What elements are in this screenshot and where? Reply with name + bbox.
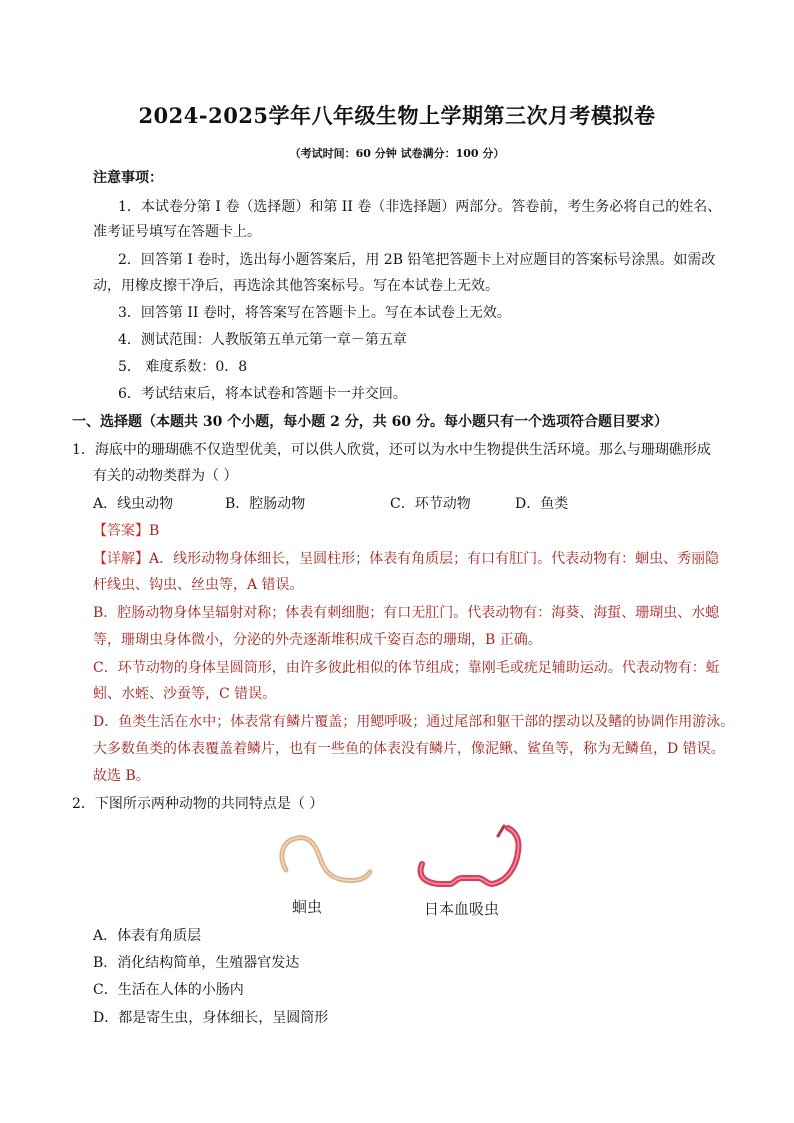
q1-option-a: A．线虫动物: [93, 496, 174, 512]
roundworm-label: 蛔虫: [292, 898, 323, 916]
detail-tag: 【详解】: [93, 551, 149, 567]
answer-value: B: [149, 523, 160, 539]
q2-stem: 2．下图所示两种动物的共同特点是（ ）: [72, 796, 324, 812]
q1-option-d: D．鱼类: [515, 496, 569, 512]
q1-detail-8: 大多数鱼类的体表覆盖着鳞片，也有一些鱼的体表没有鳞片，像泥鳅、鲨鱼等，称为无鳞鱼，D 错误。: [93, 741, 725, 757]
q2-option-c: C．生活在人体的小肠内: [93, 982, 244, 998]
q2-option-a: A．体表有角质层: [93, 928, 202, 944]
note-2b: 动，用橡皮擦干净后，再选涂其他答案标号。写在本试卷上无效。: [93, 278, 499, 294]
section-heading: 一、选择题（本题共 30 个小题，每小题 2 分，共 60 分。每小题只有一个选项符合题目要求）: [72, 414, 668, 430]
q1-detail-1: [93, 549, 719, 569]
q1-option-c: C．环节动物: [390, 496, 471, 512]
note-3: 3．回答第 II 卷时，将答案写在答题卡上。写在本试卷上无效。: [118, 305, 511, 321]
q1-answer: [93, 521, 159, 541]
schistosome-image: [421, 828, 519, 884]
q1-option-b: B．腔肠动物: [225, 496, 306, 512]
notes-heading: 注意事项：: [93, 170, 163, 186]
q1-stem-1: 1．海底中的珊瑚礁不仅造型优美，可以供人欣赏，还可以为水中生物提供生活环境。那么与珊瑚礁形成: [72, 442, 711, 458]
schistosome-label: 日本血吸虫: [424, 900, 500, 918]
answer-tag: 【答案】: [93, 523, 149, 539]
q1-stem-2: 有关的动物类群为（ ）: [93, 468, 238, 484]
note-2a: 2．回答第 I 卷时，选出每小题答案后，用 2B 铅笔把答题卡上对应题目的答案标号涂黑。如需改: [118, 252, 716, 268]
note-1a: 1．本试卷分第 I 卷（选择题）和第 II 卷（非选择题）两部分。答卷前，考生务必将自己的姓名、: [118, 199, 722, 215]
q1-detail-5: C．环节动物的身体呈圆筒形，由许多彼此相似的体节组成；靠刚毛或疣足辅助运动。代表动物有：蚯: [93, 660, 720, 676]
q2-option-b: B．消化结构简单，生殖器官发达: [93, 955, 300, 971]
page-title: 2024-2025学年八年级生物上学期第三次月考模拟卷: [138, 103, 656, 128]
q1-detail-9: 故选 B。: [93, 768, 150, 784]
q1-detail-2: 杆线虫、钩虫、丝虫等，A 错误。: [93, 577, 304, 593]
note-6: 6．考试结束后，将本试卷和答题卡一并交回。: [118, 386, 407, 402]
exam-info: （考试时间：60 分钟 试卷满分：100 分）: [289, 147, 505, 160]
q1-detail-3: B．腔肠动物身体呈辐射对称；体表有刺细胞；有口无肛门。代表动物有：海葵、海蜇、珊瑚虫、水螅: [93, 605, 720, 621]
note-4: 4．测试范围：人教版第五单元第一章－第五章: [118, 332, 407, 348]
q1-detail-7: D．鱼类生活在水中；体表常有鳞片覆盖；用鳃呼吸；通过尾部和躯干部的摆动以及鳍的协调作用游泳。: [93, 714, 735, 730]
q1-detail-6: 蚓、水蛭、沙蚕等，C 错误。: [93, 686, 277, 702]
q1-detail-4: 等，珊瑚虫身体微小，分泌的外壳逐渐堆积成千姿百态的珊瑚，B 正确。: [93, 632, 542, 648]
note-5: 5． 难度系数：0．8: [118, 359, 248, 375]
worms-figure: [272, 822, 532, 922]
detail-text: A．线形动物身体细长，呈圆柱形；体表有角质层；有口有肛门。代表动物有：蛔虫、秀丽隐: [149, 551, 720, 567]
roundworm-image: [282, 838, 370, 881]
note-1b: 准考证号填写在答题卡上。: [93, 224, 261, 240]
q2-option-d: D．都是寄生虫，身体细长，呈圆筒形: [93, 1010, 329, 1026]
